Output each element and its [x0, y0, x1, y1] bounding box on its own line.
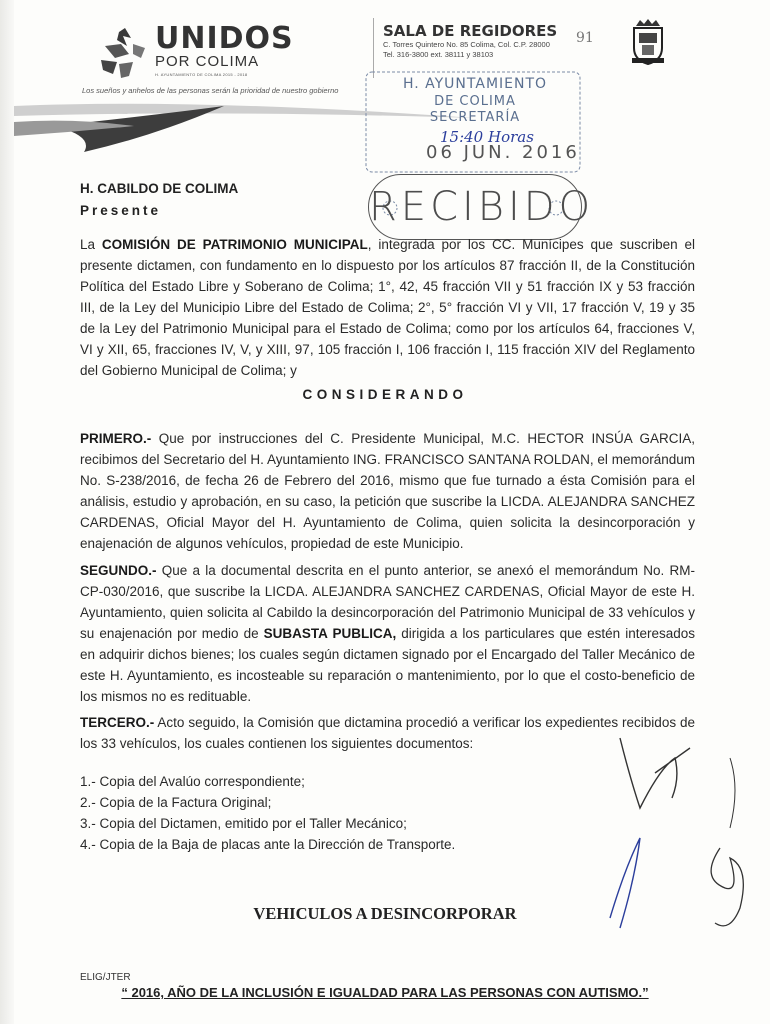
addressee — [80, 178, 238, 222]
list-item: 3.- Copia del Dictamen, emitido por el Taller Mecánico; — [80, 816, 407, 831]
logo-title: UNIDOS — [155, 21, 294, 56]
segundo-paragraph — [80, 560, 695, 707]
intro-text: , integrada por los CC. Munícipes que suscriben el presente dictamen, con fundamento en lo dispuesto por los artículos 87 fracción II, de la Constitución Política del Estado Libre y Soberano de Colima; 1°, 42, 45 fracción VII y 51 fracción IX y 53 fracción III, de la Ley del Municipio Libre del Estado de Colima; 2°, 5° fracción VI y VII, 17 fracción V, 19 y 35 de la Ley del Patrimonio Municipal para el Estado de Colima; como por los artículos 64, fracciones V, VI y XII, 65, fracciones IV, V, y XIII, 97, 105 fracción I, 106 fracción I, 115 fracción XIV del Reglamento del Gobierno Municipal de Colima; y — [80, 237, 695, 378]
list-item: 1.- Copia del Avalúo correspondiente; — [80, 774, 305, 789]
segundo-label: SEGUNDO.- — [80, 563, 157, 578]
office-phone: Tel. 316-3800 ext. 38111 y 38103 — [383, 50, 494, 59]
primero-text: Que por instrucciones del C. Presidente Municipal, M.C. HECTOR INSÚA GARCIA, recibimos del Secretario del H. Ayuntamiento ING. FRANCISCO SANTANA ROLDAN, el memorándum No. S-238/2016, de fecha 26 de Febrero del 2016, mismo que fue turnado a ésta Comisión para el análisis, estudio y aprobación, en su caso, la petición que suscribe la LICDA. ALEJANDRA SANCHEZ CARDENAS, Oficial Mayor del H. Ayuntamiento de Colima, quien solicita la desincorporación y enajenación de algunos vehículos, propiedad de este Municipio. — [80, 431, 695, 551]
addressee-present: Presente — [80, 203, 162, 218]
primero-label: PRIMERO.- — [80, 431, 152, 446]
stamp-line-3: SECRETARÍA — [429, 110, 521, 125]
documents-list — [80, 771, 455, 855]
tercero-text: Acto seguido, la Comisión que dictamina procedió a verificar los expedientes recibidos de los 33 vehículos, los cuales contienen los siguientes documentos: — [80, 715, 695, 751]
colima-crest-icon — [630, 18, 666, 66]
received-stamp — [360, 68, 595, 246]
segundo-text-2: dirigida a los particulares que estén interesados en adquirir dichos bienes; los cuales según dictamen signado por el Encargado del Taller Mecánico de este H. Ayuntamiento, es incosteable su reparación o mantenimiento, por lo que el costo-beneficio de los mismos no es redituable. — [80, 626, 696, 704]
section-title: VEHICULOS A DESINCORPORAR — [253, 904, 517, 923]
footer-initials: ELIG/JTER — [80, 972, 131, 983]
logo-text — [155, 21, 294, 77]
office-address: C. Torres Quintero No. 85 Colima, Col. C.P. 28000 — [383, 40, 550, 49]
addressee-name: H. CABILDO DE COLIMA — [80, 181, 239, 196]
stamp-received: RECIBIDO — [368, 174, 582, 240]
intro-paragraph — [80, 234, 695, 381]
logo-small-text: H. AYUNTAMIENTO DE COLIMA 2015 - 2018 — [155, 72, 248, 77]
handwritten-page-number: 91 — [576, 30, 594, 46]
stamp-handwritten-time: 15:40 Horas — [440, 128, 534, 146]
stamp-line-1: H. AYUNTAMIENTO — [402, 76, 548, 92]
tercero-label: TERCERO.- — [80, 715, 155, 730]
office-title: SALA DE REGIDORES — [383, 22, 558, 40]
scan-edge-shadow — [0, 0, 14, 1024]
stamp-line-2: DE COLIMA — [434, 94, 516, 109]
list-item: 2.- Copia de la Factura Original; — [80, 795, 272, 810]
intro-pre: La — [80, 237, 102, 252]
commission-name: COMISIÓN DE PATRIMONIO MUNICIPAL — [101, 237, 368, 252]
stamp-date: 06 JUN. 2016 — [426, 142, 580, 163]
segundo-text-1: Que a la documental descrita en el punto anterior, se anexó el memorándum No. RM-CP-030/2016, que suscribe la LICDA. ALEJANDRA SANCHEZ CARDENAS, Oficial Mayor de este H. Ayuntamiento, quien solicita al Cabildo la desincorporación del Patrimonio Municipal de 33 vehículos y su enajenación por medio de — [80, 563, 695, 641]
office-info — [383, 22, 557, 60]
unidos-logo-icon — [95, 24, 151, 84]
considerando-heading: CONSIDERANDO — [302, 387, 468, 402]
slogan: Los sueños y anhelos de las personas serán la prioridad de nuestro gobierno — [82, 86, 339, 95]
subasta-publica: SUBASTA PUBLICA, — [263, 626, 397, 641]
footer-motto: “ 2016, AÑO DE LA INCLUSIÓN E IGUALDAD PARA LAS PERSONAS CON AUTISMO.” — [121, 985, 649, 1000]
logo-subtitle: POR COLIMA — [155, 53, 260, 70]
primero-paragraph — [80, 428, 695, 554]
list-item: 4.- Copia de la Baja de placas ante la Dirección de Transporte. — [80, 837, 456, 852]
